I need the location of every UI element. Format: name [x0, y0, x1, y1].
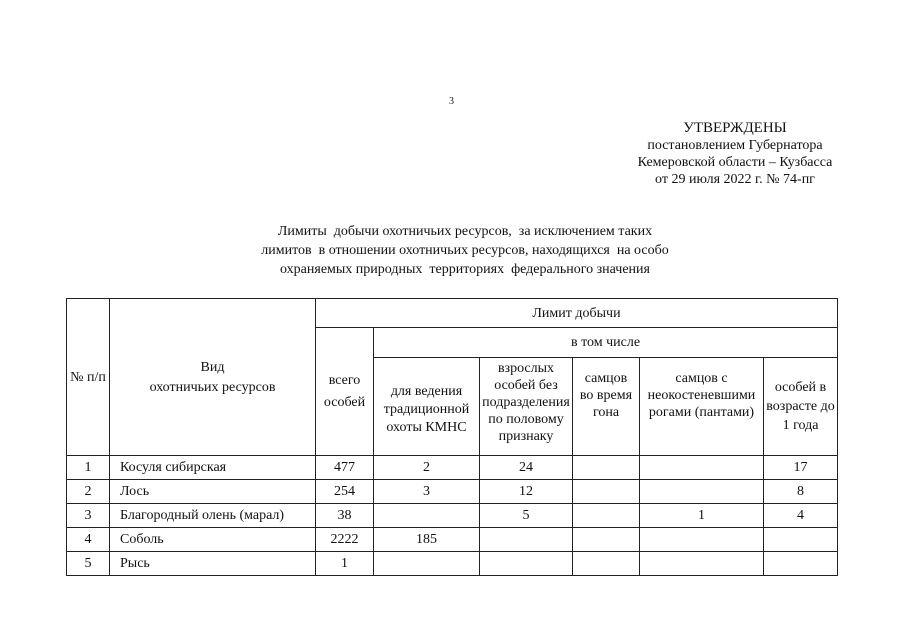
- cell-males-antlers: [640, 480, 764, 504]
- header-limit: Лимит добычи: [316, 299, 838, 328]
- table-row: [67, 456, 838, 480]
- title-line-1: Лимиты добычи охотничьих ресурсов, за исключением таких: [277, 224, 653, 239]
- cell-num: 2: [67, 480, 110, 504]
- cell-adults: 24: [480, 456, 573, 480]
- cell-species: Соболь: [110, 528, 316, 552]
- cell-males-antlers: [640, 528, 764, 552]
- cell-males-rut: [573, 528, 640, 552]
- cell-adults: [480, 528, 573, 552]
- cell-species: Благородный олень (марал): [110, 504, 316, 528]
- header-num: № п/п: [67, 299, 110, 456]
- cell-num: 5: [67, 552, 110, 576]
- table-row: [67, 480, 838, 504]
- cell-males-antlers: 1: [640, 504, 764, 528]
- cell-total: 254: [316, 480, 374, 504]
- approval-line-1: постановлением Губернатора: [647, 138, 823, 153]
- cell-total: 38: [316, 504, 374, 528]
- header-species-line-1: Вид: [200, 359, 225, 375]
- cell-males-antlers: [640, 456, 764, 480]
- cell-kmns: 185: [374, 528, 480, 552]
- cell-males-rut: [573, 480, 640, 504]
- cell-num: 1: [67, 456, 110, 480]
- cell-males-antlers: [640, 552, 764, 576]
- header-adults: взрослых особей без подразделения по половому признаку: [480, 358, 573, 456]
- cell-species: Рысь: [110, 552, 316, 576]
- cell-adults: 5: [480, 504, 573, 528]
- cell-young: 17: [764, 456, 838, 480]
- header-total: всего особей: [316, 328, 374, 456]
- cell-young: 4: [764, 504, 838, 528]
- cell-species: Косуля сибирская: [110, 456, 316, 480]
- header-males-rut: самцов во время гона: [573, 358, 640, 456]
- cell-adults: 12: [480, 480, 573, 504]
- cell-kmns: 3: [374, 480, 480, 504]
- cell-young: [764, 552, 838, 576]
- cell-males-rut: [573, 552, 640, 576]
- header-males-antlers: самцов с неокостеневшими рогами (пантами): [640, 358, 764, 456]
- cell-kmns: [374, 504, 480, 528]
- cell-total: 477: [316, 456, 374, 480]
- table-row: [67, 552, 838, 576]
- cell-adults: [480, 552, 573, 576]
- cell-males-rut: [573, 504, 640, 528]
- cell-total: 1: [316, 552, 374, 576]
- table-row: [67, 504, 838, 528]
- cell-species: Лось: [110, 480, 316, 504]
- header-kmns: для ведения традиционной охоты КМНС: [374, 358, 480, 456]
- approval-block: [600, 120, 870, 188]
- cell-num: 3: [67, 504, 110, 528]
- approval-line-3: от 29 июля 2022 г. № 74-пг: [655, 172, 815, 187]
- cell-num: 4: [67, 528, 110, 552]
- document-title: [180, 222, 750, 279]
- cell-kmns: 2: [374, 456, 480, 480]
- approval-title: УТВЕРЖДЕНЫ: [683, 120, 787, 136]
- cell-males-rut: [573, 456, 640, 480]
- cell-young: 8: [764, 480, 838, 504]
- table-row: [67, 528, 838, 552]
- cell-young: [764, 528, 838, 552]
- page-number: 3: [449, 96, 454, 107]
- cell-total: 2222: [316, 528, 374, 552]
- header-young: особей в возрасте до 1 года: [764, 358, 838, 456]
- header-including: в том числе: [374, 328, 838, 358]
- approval-line-2: Кемеровской области – Кузбасса: [637, 155, 833, 170]
- header-species: [110, 299, 316, 456]
- cell-kmns: [374, 552, 480, 576]
- title-line-3: охраняемых природных территориях федерального значения: [280, 262, 650, 277]
- title-line-2: лимитов в отношении охотничьих ресурсов, находящихся на особо: [261, 243, 669, 258]
- header-species-line-2: охотничьих ресурсов: [149, 379, 276, 395]
- limits-table: [66, 298, 838, 576]
